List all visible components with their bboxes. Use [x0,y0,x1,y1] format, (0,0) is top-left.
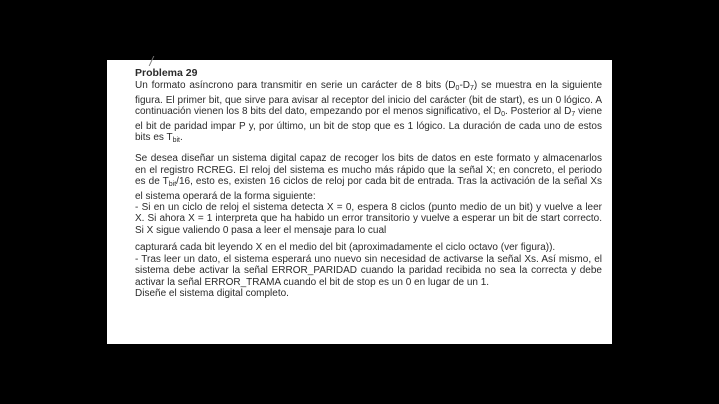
text-run: -D [459,80,470,92]
text-run: /16, esto es, existen 16 ciclos de reloj por cada bit de entrada. Tras la activación de la señal Xs el sistema operará de la forma siguiente: [135,176,602,202]
paragraph-format-description [135,80,602,146]
paragraph-start-detection: - Si en un ciclo de reloj el sistema detecta X = 0, espera 8 ciclos (punto medio de un bit) y vuelve a leer X. Si ahora X = 1 interpreta que ha habido un error transitorio y vuelve a esperar un bit de start correcto. Si X sigue valiendo 0 pasa a leer el mensaje para lo cual [135,202,602,236]
text-run: viene el bit de paridad impar P y, por último, un bit de stop que es 1 lógico. La duración de cada uno de estos bits es T [135,106,603,144]
problem-title: Problema 29 [135,67,198,79]
text-run: . Posterior al D [505,106,572,118]
text-run: Se desea diseñar un sistema digital capaz de recoger los bits de datos en este formato y almacenarlos en el registro RCREG. El reloj del sistema es mucho más rápido que la señal X; en concreto, el periodo es de T [135,153,602,188]
paragraph-bit-capture: capturará cada bit leyendo X en el medio del bit (aproximadamente el ciclo octavo (ver figura)). [135,242,556,254]
paragraph-system-description [135,153,602,202]
paragraph-final-task: Diseñe el sistema digital completo. [135,287,289,299]
text-run: Un formato asíncrono para transmitir en serie un carácter de 8 bits (D [135,80,456,92]
text-run: ) se muestra en la siguiente figura. El primer bit, que sirve para avisar al receptor del inicio del carácter (bit de start), es un 0 lógico. A continuación vienen los 8 bits del dato, empezando por el menos significativo, el D [135,80,603,118]
subscript: 7 [470,85,474,93]
paragraph-errors: - Tras leer un dato, el sistema esperará uno nuevo sin necesidad de activarse la señal Xs. Así mismo, el sistema debe activar la señal ERROR_PARIDAD cuando la paridad recibida no sea la correcta y debe activar la señal ERROR_TRAMA cuando el bit de stop es un 0 en lugar de un 1. [135,253,602,288]
subscript: 0 [501,111,505,119]
subscript: 0 [455,85,460,93]
subscript: bit [168,181,177,189]
subscript: 7 [571,111,576,119]
document-page [107,60,612,344]
problem-text [135,68,602,299]
text-run: . [180,132,183,144]
subscript: bit [172,137,181,145]
